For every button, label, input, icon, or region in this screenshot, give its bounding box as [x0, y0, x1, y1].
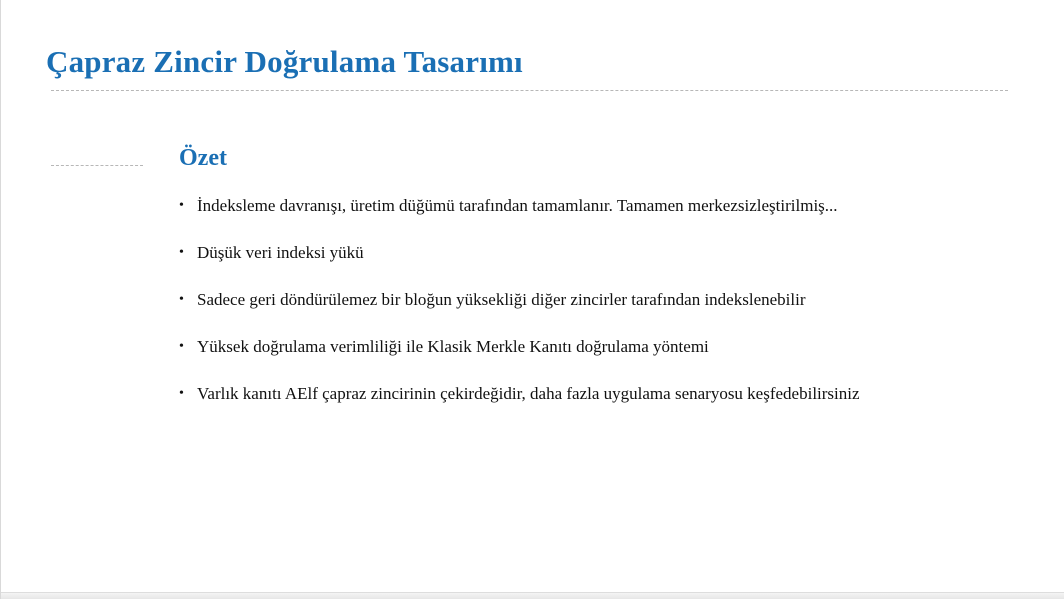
bullet-marker: •	[179, 245, 184, 260]
bullet-text: İndeksleme davranışı, üretim düğümü tarafından tamamlanır. Tamamen merkezsizleştirilmiş...	[197, 196, 838, 215]
bullet-marker: •	[179, 339, 184, 354]
bullet-marker: •	[179, 198, 184, 213]
title-divider	[51, 90, 1008, 91]
section-side-divider	[51, 165, 143, 166]
bullet-text: Sadece geri döndürülemez bir bloğun yüksekliği diğer zincirler tarafından indekslenebilir	[197, 290, 806, 309]
bullet-text: Varlık kanıtı AElf çapraz zincirinin çekirdeğidir, daha fazla uygulama senaryosu keşfedebilirsiniz	[197, 384, 860, 403]
bullet-item	[179, 196, 1039, 243]
bullet-item	[179, 384, 1039, 431]
section-heading: Özet	[179, 145, 227, 171]
bullet-item	[179, 243, 1039, 290]
bullet-text: Düşük veri indeksi yükü	[197, 243, 364, 262]
bullet-item	[179, 290, 1039, 337]
bullet-list	[179, 196, 1039, 431]
slide-title: Çapraz Zincir Doğrulama Tasarımı	[46, 44, 523, 79]
bullet-item	[179, 337, 1039, 384]
bullet-text: Yüksek doğrulama verimliliği ile Klasik Merkle Kanıtı doğrulama yöntemi	[197, 337, 709, 356]
bullet-marker: •	[179, 292, 184, 307]
bullet-marker: •	[179, 386, 184, 401]
